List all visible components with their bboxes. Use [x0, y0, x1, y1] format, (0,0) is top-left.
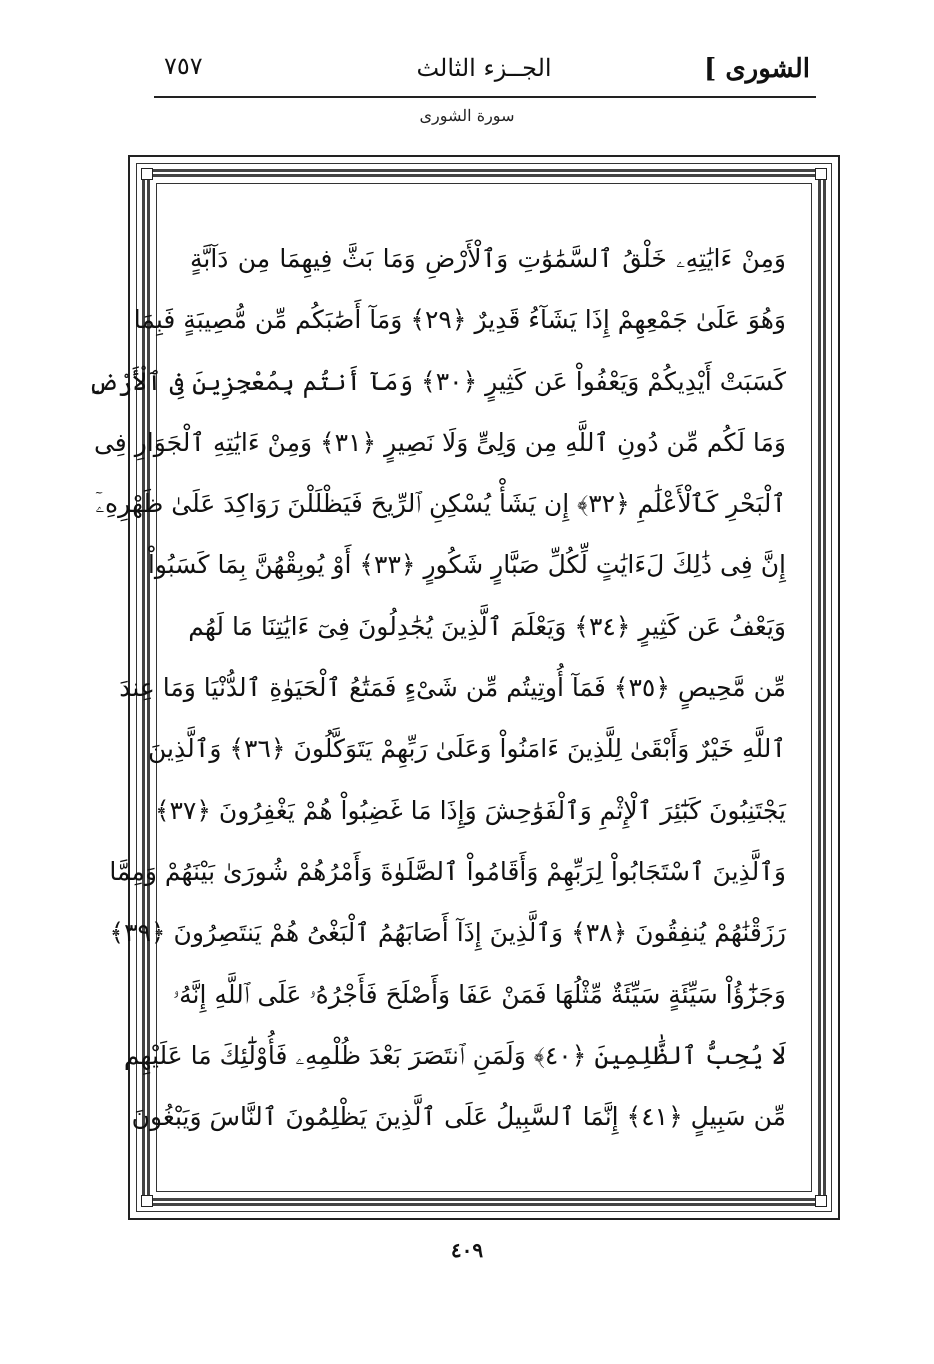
verse-line: يَجْتَنِبُونَ كَبَٰٓئِرَ ٱلْإِثْمِ وَٱلْفَوَٰحِشَ وَإِذَا مَا غَضِبُواْ هُمْ يَغْفِرُونَ ﴿٣٧﴾: [154, 795, 786, 825]
surah-name-header: الشورى ]: [703, 54, 810, 84]
header-divider: [154, 96, 816, 98]
page-header: [150, 40, 818, 98]
verse-line: ٱلْبَحْرِ كَٱلْأَعْلَٰمِ ﴿٣٢﴾ إِن يَشَأْ يُسْكِنِ ٱلرِّيحَ فَيَظْلَلْنَ رَوَاكِدَ عَلَىٰ ظَهْرِهِۦٓ: [95, 489, 786, 519]
verse-line: وَٱلَّذِينَ ٱسْتَجَابُواْ لِرَبِّهِمْ وَأَقَامُواْ ٱلصَّلَوٰةَ وَأَمْرُهُمْ شُورَىٰ بَيْنَهُمْ وَمِمَّا: [109, 856, 786, 886]
verse-line: رَزَقْنَٰهُمْ يُنفِقُونَ ﴿٣٨﴾ وَٱلَّذِينَ إِذَآ أَصَابَهُمُ ٱلْبَغْىُ هُمْ يَنتَصِرُونَ ﴿٣٩﴾: [109, 918, 786, 948]
frame-corner-ornament: [815, 1195, 827, 1207]
verse-line: وَمِنْ ءَايَٰتِهِۦ خَلْقُ ٱلسَّمَٰوَٰتِ وَٱلْأَرْضِ وَمَا بَثَّ فِيهِمَا مِن دَآبَّةٍ: [190, 244, 786, 273]
verse-text-block: [88, 228, 786, 1148]
frame-corner-ornament: [815, 168, 827, 180]
verse-line: ٱللَّهِ خَيْرٌ وَأَبْقَىٰ لِلَّذِينَ ءَامَنُواْ وَعَلَىٰ رَبِّهِمْ يَتَوَكَّلُونَ ﴿٣٦﴾ وَٱلَّذِينَ: [148, 734, 786, 764]
verse-line: وَمَا لَكُم مِّن دُونِ ٱللَّهِ مِن وَلِىٍّ وَلَا نَصِيرٍ ﴿٣١﴾ وَمِنْ ءَايَٰتِهِ ٱلْجَوَارِ فِى: [93, 427, 786, 457]
page-number-footer: ٤٠٩: [450, 1238, 484, 1262]
verse-line: وَجَزَٰٓؤُاْ سَيِّئَةٍ سَيِّئَةٌ مِّثْلُهَا فَمَنْ عَفَا وَأَصْلَحَ فَأَجْرُهُۥ عَلَى ٱللَّهِ إِنَّهُۥ: [172, 979, 786, 1009]
frame-corner-ornament: [141, 168, 153, 180]
verse-line: لَا يُحِبُّ ٱلظَّٰلِمِينَ ﴿٤٠﴾ وَلَمَنِ ٱنتَصَرَ بَعْدَ ظُلْمِهِۦ فَأُوْلَٰٓئِكَ مَا عَلَيْهِم: [123, 1040, 786, 1070]
verse-line: مِّن سَبِيلٍ ﴿٤١﴾ إِنَّمَا ٱلسَّبِيلُ عَلَى ٱلَّذِينَ يَظْلِمُونَ ٱلنَّاسَ وَيَبْغُونَ: [131, 1102, 786, 1132]
verse-line: وَهُوَ عَلَىٰ جَمْعِهِمْ إِذَا يَشَآءُ قَدِيرٌ ﴿٢٩﴾ وَمَآ أَصَٰبَكُم مِّن مُّصِيبَةٍ فَبِمَا: [133, 305, 786, 335]
verse-line: إِنَّ فِى ذَٰلِكَ لَءَايَٰتٍ لِّكُلِّ صَبَّارٍ شَكُورٍ ﴿٣٣﴾ أَوْ يُوبِقْهُنَّ بِمَا كَسَبُواْ: [147, 550, 786, 580]
verse-line: مِّن مَّحِيصٍ ﴿٣٥﴾ فَمَآ أُوتِيتُم مِّن شَىْءٍ فَمَتَٰعُ ٱلْحَيَوٰةِ ٱلدُّنْيَا وَمَا عِندَ: [119, 673, 786, 703]
page-number-header: ٧٥٧: [164, 52, 203, 80]
surah-subtitle: سورة الشورى: [419, 106, 515, 125]
verse-line: وَيَعْفُ عَن كَثِيرٍ ﴿٣٤﴾ وَيَعْلَمَ ٱلَّذِينَ يُجَٰدِلُونَ فِىٓ ءَايَٰتِنَا مَا لَهُم: [188, 611, 786, 641]
verse-line: كَسَبَتْ أَيْدِيكُمْ وَيَعْفُواْ عَن كَثِيرٍ ﴿٣٠﴾ وَمَآ أَنتُم بِمُعْجِزِينَ فِى ٱلْأَرْضِ: [88, 366, 786, 396]
juz-title: الجــزء الثالث: [416, 54, 552, 82]
frame-corner-ornament: [141, 1195, 153, 1207]
